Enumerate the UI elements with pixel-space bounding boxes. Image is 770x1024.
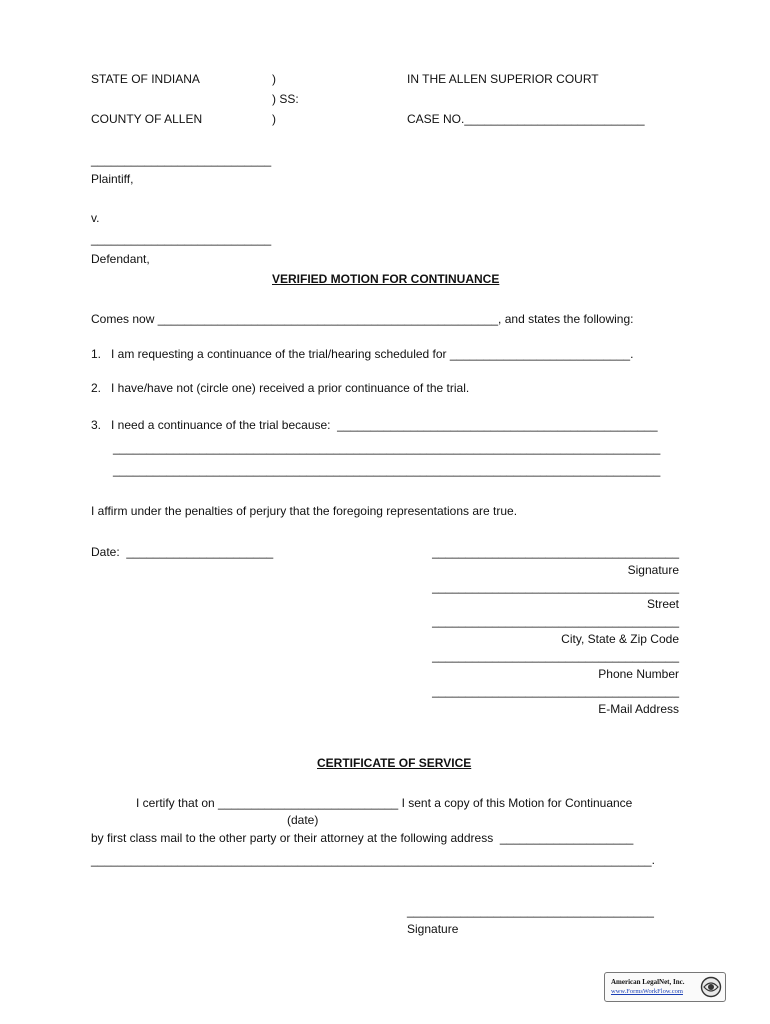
date-field[interactable]: Date: ______________________ [91, 545, 274, 559]
address-line-2[interactable]: ____________________________________________________________________________________. [91, 853, 655, 867]
logo-url-link[interactable]: www.FormsWorkFlow.com [611, 988, 683, 995]
signature-label: Signature [627, 563, 679, 577]
street-line[interactable]: _____________________________________ [432, 580, 679, 594]
date-caption: (date) [287, 813, 319, 827]
versus-label: v. [91, 211, 100, 225]
certificate-signature-line[interactable]: _____________________________________ [407, 904, 654, 918]
item-1-hearing-date[interactable]: 1. I am requesting a continuance of the trial/hearing scheduled for ___________________________. [91, 347, 634, 361]
certificate-title: CERTIFICATE OF SERVICE [317, 756, 472, 770]
case-number-field[interactable]: CASE NO.___________________________ [407, 112, 645, 126]
phone-line[interactable]: _____________________________________ [432, 649, 679, 663]
defendant-field[interactable]: ___________________________ [91, 232, 272, 246]
county-label: COUNTY OF ALLEN [91, 112, 203, 126]
defendant-label: Defendant, [91, 252, 150, 266]
address-field[interactable]: by first class mail to the other party or their attorney at the following address ____________________ [91, 831, 634, 845]
american-legalnet-logo [604, 972, 726, 1002]
caption-paren-bottom: ) [272, 112, 276, 126]
street-label: Street [646, 597, 679, 611]
reason-line-3[interactable]: __________________________________________________________________________________ [113, 463, 661, 477]
logo-company-name: American LegalNet, Inc. [611, 978, 685, 986]
plaintiff-field[interactable]: ___________________________ [91, 153, 272, 167]
comes-now-field[interactable]: Comes now ___________________________________________________, and states the following: [91, 312, 634, 326]
caption-ss: ) SS: [272, 92, 299, 106]
certificate-signature-label: Signature [407, 922, 459, 936]
state-label: STATE OF INDIANA [91, 72, 200, 86]
reason-line-2[interactable]: __________________________________________________________________________________ [113, 441, 661, 455]
city-line[interactable]: _____________________________________ [432, 614, 679, 628]
phone-label: Phone Number [598, 667, 679, 681]
city-label: City, State & Zip Code [561, 632, 679, 646]
globe-logo-icon [700, 976, 722, 998]
certify-date-field[interactable]: I certify that on ___________________________ I sent a copy of this Motion for Continuance [136, 796, 633, 810]
motion-title: VERIFIED MOTION FOR CONTINUANCE [272, 272, 500, 286]
email-label: E-Mail Address [598, 702, 679, 716]
signature-line[interactable]: _____________________________________ [432, 545, 679, 559]
affirmation-text: I affirm under the penalties of perjury that the foregoing representations are true. [91, 504, 518, 518]
email-line[interactable]: _____________________________________ [432, 684, 679, 698]
item-3-reason[interactable]: 3. I need a continuance of the trial because: ________________________________________________ [91, 418, 658, 432]
plaintiff-label: Plaintiff, [91, 172, 134, 186]
court-name: IN THE ALLEN SUPERIOR COURT [407, 72, 599, 86]
item-2-prior-continuance: 2. I have/have not (circle one) received a prior continuance of the trial. [91, 381, 470, 395]
caption-paren-top: ) [272, 72, 276, 86]
